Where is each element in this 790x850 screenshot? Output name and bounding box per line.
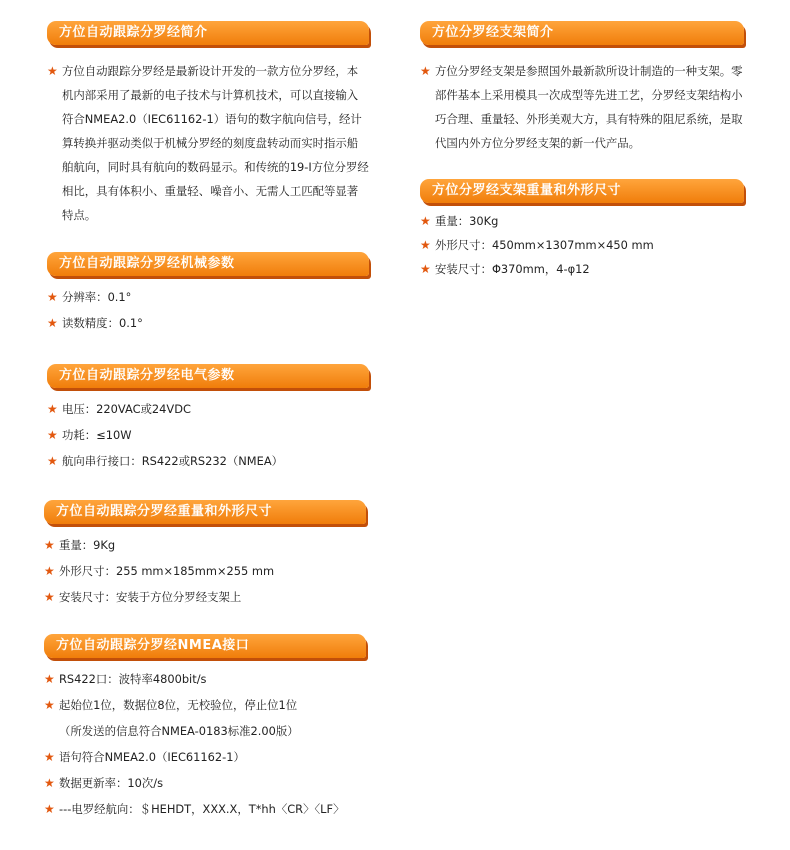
list-item: ★ 安装尺寸：Φ370mm，4-φ12 — [420, 257, 744, 281]
list-item-continuation: （所发送的信息符合NMEA-0183标准2.00版） — [59, 724, 299, 738]
bracket-intro-paragraph — [420, 59, 744, 155]
star-icon: ★ — [44, 564, 55, 578]
star-icon: ★ — [44, 776, 55, 790]
star-icon: ★ — [47, 290, 58, 304]
intro-paragraph — [47, 59, 369, 227]
list-item: ★ 航向串行接口：RS422或RS232（NMEA） — [47, 448, 369, 474]
section-bracket-intro — [420, 21, 744, 155]
list-item: ★ 分辨率：0.1° — [47, 284, 369, 310]
list-item: ★ 起始位1位，数据位8位，无校验位，停止位1位 — [44, 692, 366, 718]
list-item: ★ 外形尺寸：450mm×1307mm×450 mm — [420, 233, 744, 257]
section-weight — [44, 500, 366, 610]
star-icon: ★ — [44, 802, 55, 816]
section-title-bracket-intro: 方位分罗经支架简介 — [420, 21, 744, 45]
section-intro — [47, 21, 369, 227]
star-icon: ★ — [44, 698, 55, 712]
list-item: ★ ---电罗经航向：＄HEHDT，XXX.X，T*hh〈CR〉〈LF〉 — [44, 796, 366, 822]
mechanical-list — [47, 284, 369, 336]
electrical-list — [47, 396, 369, 474]
section-bracket-weight — [420, 179, 744, 281]
star-icon: ★ — [44, 538, 55, 552]
nmea-list — [44, 666, 366, 822]
section-title-mechanical: 方位自动跟踪分罗经机械参数 — [47, 252, 369, 276]
star-icon: ★ — [44, 750, 55, 764]
star-icon: ★ — [44, 672, 55, 686]
star-icon: ★ — [420, 262, 431, 276]
bracket-weight-list — [420, 209, 744, 281]
weight-list — [44, 532, 366, 610]
list-item: ★ 外形尺寸：255 mm×185mm×255 mm — [44, 558, 366, 584]
list-item: ★ 安装尺寸：安装于方位分罗经支架上 — [44, 584, 366, 610]
star-icon: ★ — [420, 64, 431, 78]
list-item: ★ RS422口：波特率4800bit/s — [44, 666, 366, 692]
section-title-bracket-weight: 方位分罗经支架重量和外形尺寸 — [420, 179, 744, 203]
star-icon: ★ — [47, 454, 58, 468]
list-item: ★ 功耗：≤10W — [47, 422, 369, 448]
section-mechanical — [47, 252, 369, 336]
list-item: ★ 电压：220VAC或24VDC — [47, 396, 369, 422]
section-title-weight: 方位自动跟踪分罗经重量和外形尺寸 — [44, 500, 366, 524]
star-icon: ★ — [420, 238, 431, 252]
list-item: ★ 读数精度：0.1° — [47, 310, 369, 336]
star-icon: ★ — [47, 64, 58, 78]
star-icon: ★ — [47, 402, 58, 416]
star-icon: ★ — [47, 316, 58, 330]
star-icon: ★ — [44, 590, 55, 604]
list-item: ★ 数据更新率：10次/s — [44, 770, 366, 796]
section-nmea — [44, 634, 366, 822]
intro-text: 方位自动跟踪分罗经是最新设计开发的一款方位分罗经，本机内部采用了最新的电子技术与计算机技术，可以直接输入符合NMEA2.0（IEC61162-1）语句的数字航向信号，经计算转换并驱动类似于机械分罗经的刻度盘转动而实时指示船舶航向，同时具有航向的数码显示。和传统的19-Ⅰ方位分罗经相比，具有体积小、重量轻、噪音小、无需人工匹配等显著特点。 — [62, 64, 369, 222]
bracket-intro-text: 方位分罗经支架是参照国外最新款所设计制造的一种支架。零部件基本上采用模具一次成型等先进工艺，分罗经支架结构小巧合理、重量轻、外形美观大方，具有特殊的阻尼系统，是取代国内外方位分罗经支架的新一代产品。 — [435, 64, 743, 150]
star-icon: ★ — [47, 428, 58, 442]
section-title-intro: 方位自动跟踪分罗经简介 — [47, 21, 369, 45]
star-icon: ★ — [420, 214, 431, 228]
list-item: ★ 重量：9Kg — [44, 532, 366, 558]
section-title-electrical: 方位自动跟踪分罗经电气参数 — [47, 364, 369, 388]
list-item: ★ 重量：30Kg — [420, 209, 744, 233]
section-electrical — [47, 364, 369, 474]
section-title-nmea: 方位自动跟踪分罗经NMEA接口 — [44, 634, 366, 658]
list-item: ★ 语句符合NMEA2.0（IEC61162-1） — [44, 744, 366, 770]
